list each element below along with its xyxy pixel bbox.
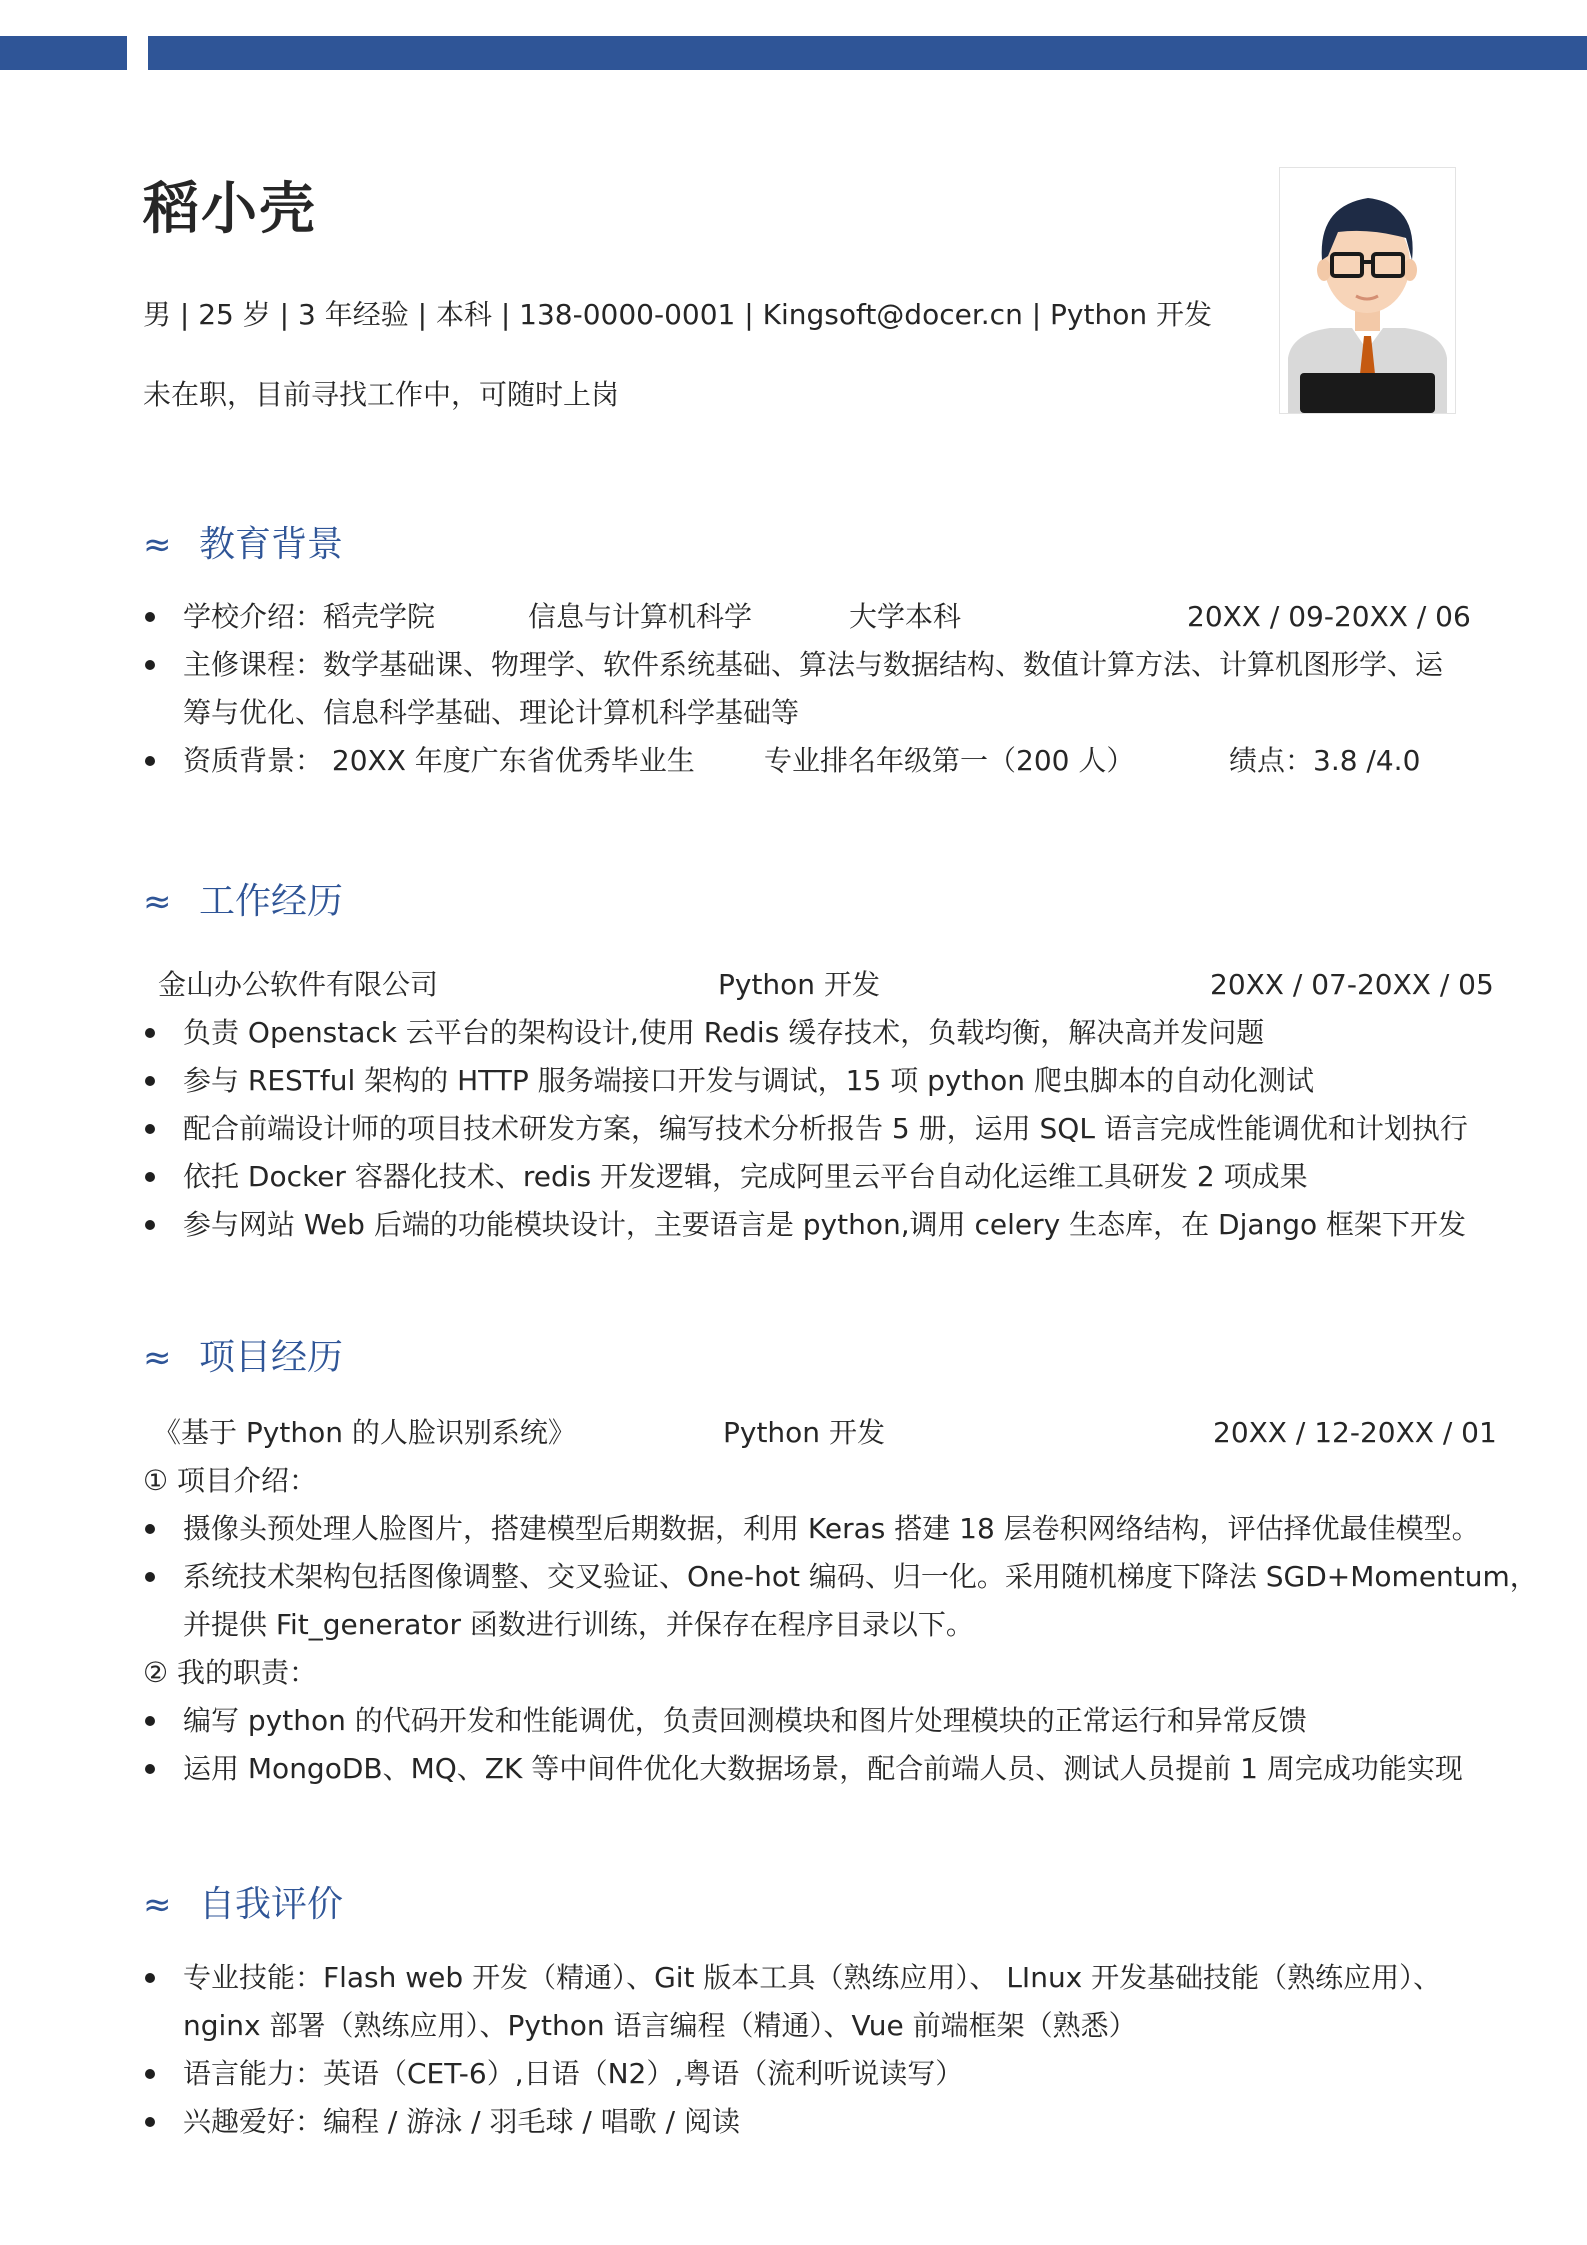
work-position: Python 开发	[718, 968, 880, 1001]
project-intro-continuation: 并提供 Fit_generator 函数进行训练，并保存在程序目录以下。	[183, 1608, 974, 1641]
project-duty-text: 运用 MongoDB、MQ、ZK 等中间件优化大数据场景，配合前端人员、测试人员提前 1 周完成功能实现	[183, 1752, 1463, 1785]
bullet-icon	[143, 1954, 183, 1983]
section-title-project	[143, 1329, 343, 1380]
project-intro-text: 摄像头预处理人脸图片，搭建模型后期数据，利用 Keras 搭建 18 层卷积网络结构，评估择优最佳模型。	[183, 1512, 1480, 1545]
work-period: 20XX / 07-20XX / 05	[1210, 968, 1494, 1001]
language-text: 语言能力：英语（CET-6）,日语（N2）,粤语（流利听说读写）	[183, 2057, 964, 2090]
section-title-work	[143, 873, 343, 924]
section-title-self-evaluation	[143, 1876, 343, 1927]
section-title-education	[143, 516, 343, 567]
gpa-text: 绩点：3.8 /4.0	[1229, 744, 1421, 777]
wave-icon: ≈	[143, 525, 172, 565]
hobbies-text: 兴趣爱好：编程 / 游泳 / 羽毛球 / 唱歌 / 阅读	[183, 2105, 740, 2138]
company-name: 金山办公软件有限公司	[158, 968, 439, 1001]
degree: 大学本科	[849, 600, 962, 633]
candidate-name: 稻小壳	[143, 177, 317, 242]
section-title-text: 项目经历	[199, 1337, 344, 1378]
project-role: Python 开发	[723, 1416, 885, 1449]
work-item-text: 依托 Docker 容器化技术、redis 开发逻辑，完成阿里云平台自动化运维工具研发 2 项成果	[183, 1160, 1308, 1193]
bullet-icon	[143, 1009, 183, 1038]
bullet-icon	[143, 641, 183, 670]
project-intro-text: 系统技术架构包括图像调整、交叉验证、One-hot 编码、归一化。采用随机梯度下降法 SGD+Momentum，	[183, 1560, 1538, 1593]
section-title-text: 自我评价	[199, 1884, 344, 1925]
education-period: 20XX / 09-20XX / 06	[1187, 600, 1471, 633]
bullet-icon	[143, 1697, 183, 1726]
bullet-icon	[143, 2050, 183, 2079]
bullet-icon	[143, 737, 183, 766]
courses-text: 主修课程：数学基础课、物理学、软件系统基础、算法与数据结构、数值计算方法、计算机图形学、运	[183, 648, 1444, 681]
wave-icon: ≈	[143, 1338, 172, 1378]
project-period: 20XX / 12-20XX / 01	[1213, 1416, 1497, 1449]
school-label: 学校介绍：稻壳学院	[183, 600, 436, 633]
project-duty-text: 编写 python 的代码开发和性能调优，负责回测模块和图片处理模块的正常运行和异常反馈	[183, 1704, 1307, 1737]
wave-icon: ≈	[143, 1885, 172, 1925]
bullet-icon	[143, 1201, 183, 1230]
section-title-text: 教育背景	[199, 524, 344, 565]
project-name: 《基于 Python 的人脸识别系统》	[153, 1416, 576, 1449]
project-intro-label: ① 项目介绍：	[143, 1464, 318, 1497]
work-item-text: 参与 RESTful 架构的 HTTP 服务端接口开发与调试，15 项 python 爬虫脚本的自动化测试	[183, 1064, 1314, 1097]
bullet-icon	[143, 593, 183, 622]
bullet-icon	[143, 1745, 183, 1774]
bullet-icon	[143, 1153, 183, 1182]
personal-info-line: 男 | 25 岁 | 3 年经验 | 本科 | 138-0000-0001 | Kingsoft@docer.cn | Python 开发	[143, 298, 1213, 331]
bullet-icon	[143, 1553, 183, 1582]
bullet-icon	[143, 1105, 183, 1134]
bullet-icon	[143, 1057, 183, 1086]
top-accent-bar-right	[148, 36, 1587, 70]
work-item-text: 参与网站 Web 后端的功能模块设计，主要语言是 python,调用 celery 生态库，在 Django 框架下开发	[183, 1208, 1467, 1241]
job-status: 未在职，目前寻找工作中，可随时上岗	[143, 378, 620, 411]
avatar-illustration	[1280, 168, 1455, 413]
avatar	[1279, 167, 1456, 414]
wave-icon: ≈	[143, 882, 172, 922]
bullet-icon	[143, 1505, 183, 1534]
honor-text: 资质背景： 20XX 年度广东省优秀毕业生	[183, 744, 695, 777]
major: 信息与计算机科学	[528, 600, 753, 633]
courses-continuation: 筹与优化、信息科学基础、理论计算机科学基础等	[183, 696, 800, 729]
work-item-text: 负责 Openstack 云平台的架构设计,使用 Redis 缓存技术，负载均衡，解决高并发问题	[183, 1016, 1265, 1049]
skills-text: 专业技能：Flash web 开发（精通）、Git 版本工具（熟练应用）、 LInux 开发基础技能（熟练应用）、	[183, 1961, 1442, 1994]
bullet-icon	[143, 2098, 183, 2127]
rank-text: 专业排名年级第一（200 人）	[764, 744, 1135, 777]
top-accent-bar-left	[0, 36, 127, 70]
project-duty-label: ② 我的职责：	[143, 1656, 318, 1689]
work-item-text: 配合前端设计师的项目技术研发方案，编写技术分析报告 5 册，运用 SQL 语言完成性能调优和计划执行	[183, 1112, 1468, 1145]
skills-continuation: nginx 部署（熟练应用）、Python 语言编程（精通）、Vue 前端框架（熟悉）	[183, 2009, 1137, 2042]
section-title-text: 工作经历	[199, 881, 344, 922]
